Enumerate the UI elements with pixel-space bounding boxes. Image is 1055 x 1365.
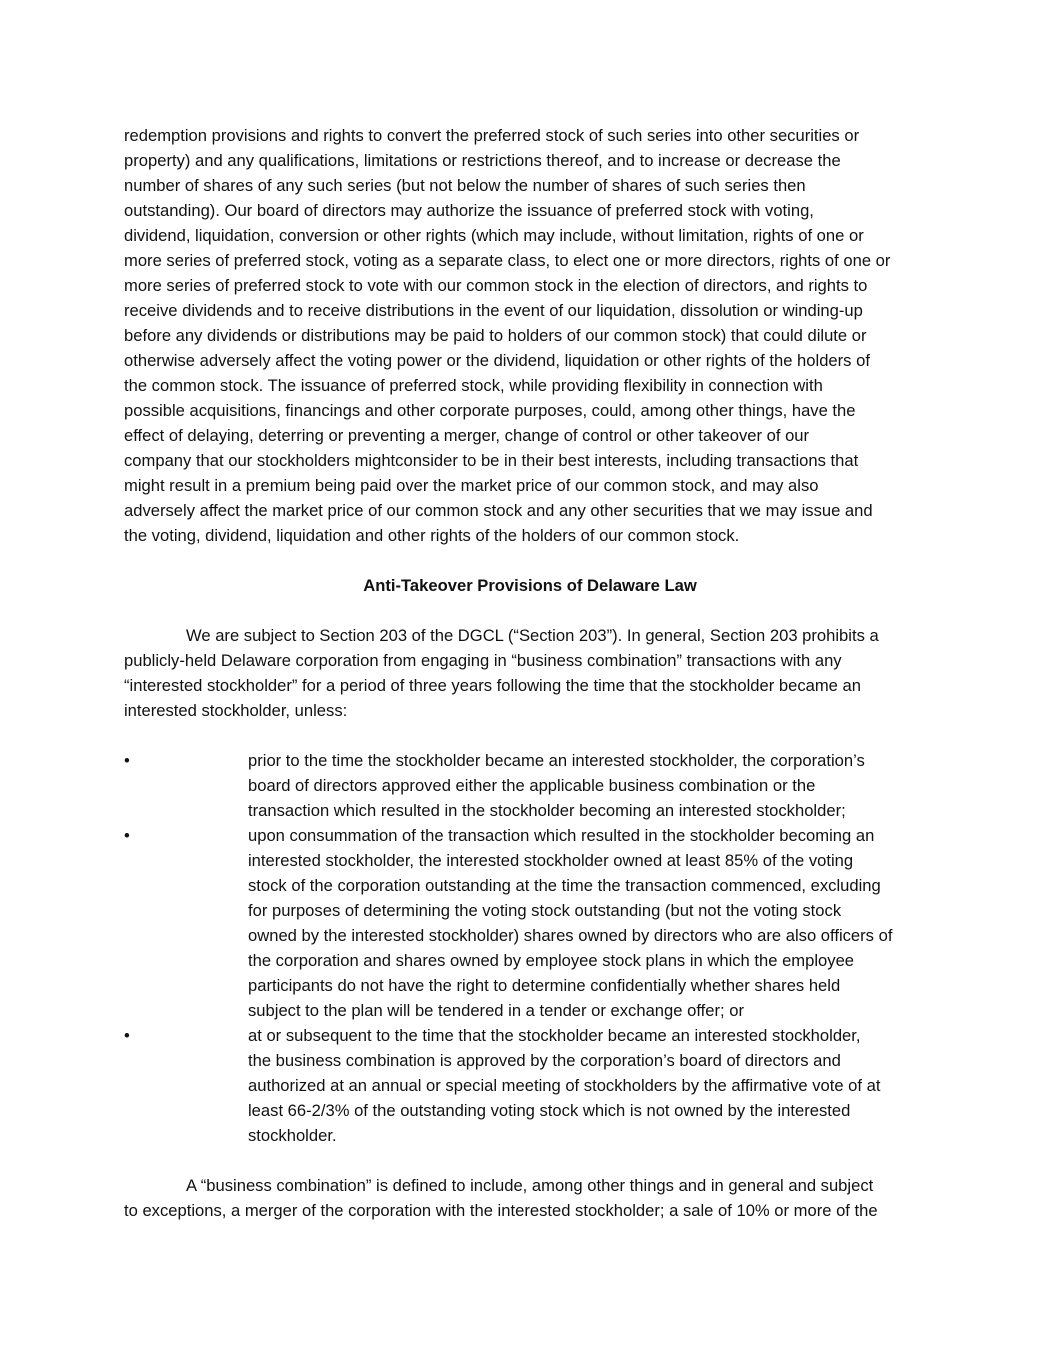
text-line: before any dividends or distributions may be paid to holders of our common stock) that could dilute or	[124, 326, 867, 345]
text-line: number of shares of any such series (but not below the number of shares of such series then	[124, 176, 806, 195]
text-line: the corporation and shares owned by employee stock plans in which the employee	[248, 951, 855, 970]
text-line: stock of the corporation outstanding at the time the transaction commenced, excluding	[248, 876, 881, 895]
text-line: the business combination is approved by the corporation’s board of directors and	[248, 1051, 841, 1070]
text-line: A “business combination” is defined to include, among other things and in general and subject	[186, 1176, 874, 1195]
bullet-text	[248, 748, 938, 823]
text-line: owned by the interested stockholder) shares owned by directors who are also officers of	[248, 926, 893, 945]
bullet-text	[248, 823, 938, 1023]
text-line: interested stockholder, unless:	[124, 701, 348, 720]
text-line: publicly-held Delaware corporation from engaging in “business combination” transactions with any	[124, 651, 842, 670]
text-line: board of directors approved either the applicable business combination or the	[248, 776, 816, 795]
text-line: the voting, dividend, liquidation and other rights of the holders of our common stock.	[124, 526, 740, 545]
text-line: at or subsequent to the time that the stockholder became an interested stockholder,	[248, 1026, 861, 1045]
section-heading: Anti-Takeover Provisions of Delaware Law	[363, 576, 697, 595]
text-line: authorized at an annual or special meeting of stockholders by the affirmative vote of at	[248, 1076, 881, 1095]
bullet-text	[248, 1023, 938, 1148]
text-line: dividend, liquidation, conversion or other rights (which may include, without limitation, rights of one or	[124, 226, 864, 245]
bullet-icon: •	[124, 751, 130, 770]
text-line: for purposes of determining the voting stock outstanding (but not the voting stock	[248, 901, 842, 920]
bullet-icon: •	[124, 826, 130, 845]
text-line: effect of delaying, deterring or preventing a merger, change of control or other takeover of our	[124, 426, 810, 445]
text-line: to exceptions, a merger of the corporation with the interested stockholder; a sale of 10% or more of the	[124, 1201, 878, 1220]
paragraph-section-203	[124, 623, 936, 723]
text-line: “interested stockholder” for a period of three years following the time that the stockholder became an	[124, 676, 861, 695]
text-line: company that our stockholders mightconsider to be in their best interests, including transactions that	[124, 451, 859, 470]
text-line: least 66-2/3% of the outstanding voting stock which is not owned by the interested	[248, 1101, 851, 1120]
text-line: more series of preferred stock, voting as a separate class, to elect one or more directors, rights of one or	[124, 251, 891, 270]
text-line: prior to the time the stockholder became an interested stockholder, the corporation’s	[248, 751, 865, 770]
text-line: transaction which resulted in the stockholder becoming an interested stockholder;	[248, 801, 846, 820]
text-line: property) and any qualifications, limitations or restrictions thereof, and to increase or decrease the	[124, 151, 841, 170]
text-line: participants do not have the right to determine confidentially whether shares held	[248, 976, 841, 995]
paragraph-business-combination	[124, 1173, 936, 1223]
text-line: upon consummation of the transaction which resulted in the stockholder becoming an	[248, 826, 875, 845]
text-line: possible acquisitions, financings and other corporate purposes, could, among other things, have the	[124, 401, 856, 420]
text-line: more series of preferred stock to vote with our common stock in the election of directors, and rights to	[124, 276, 868, 295]
text-line: subject to the plan will be tendered in a tender or exchange offer; or	[248, 1001, 744, 1020]
bullet-icon: •	[124, 1026, 130, 1045]
text-line: otherwise adversely affect the voting power or the dividend, liquidation or other rights of the holders of	[124, 351, 870, 370]
text-line: outstanding). Our board of directors may authorize the issuance of preferred stock with voting,	[124, 201, 814, 220]
text-line: interested stockholder, the interested stockholder owned at least 85% of the voting	[248, 851, 854, 870]
paragraph-preferred-stock	[124, 123, 936, 548]
text-line: receive dividends and to receive distributions in the event of our liquidation, dissolution or winding-up	[124, 301, 863, 320]
text-line: stockholder.	[248, 1126, 337, 1145]
text-line: adversely affect the market price of our common stock and any other securities that we may issue and	[124, 501, 873, 520]
text-line: We are subject to Section 203 of the DGCL (“Section 203”). In general, Section 203 prohibits a	[186, 626, 879, 645]
text-line: the common stock. The issuance of preferred stock, while providing flexibility in connection with	[124, 376, 823, 395]
text-line: redemption provisions and rights to convert the preferred stock of such series into other securities or	[124, 126, 860, 145]
text-line: might result in a premium being paid over the market price of our common stock, and may also	[124, 476, 819, 495]
